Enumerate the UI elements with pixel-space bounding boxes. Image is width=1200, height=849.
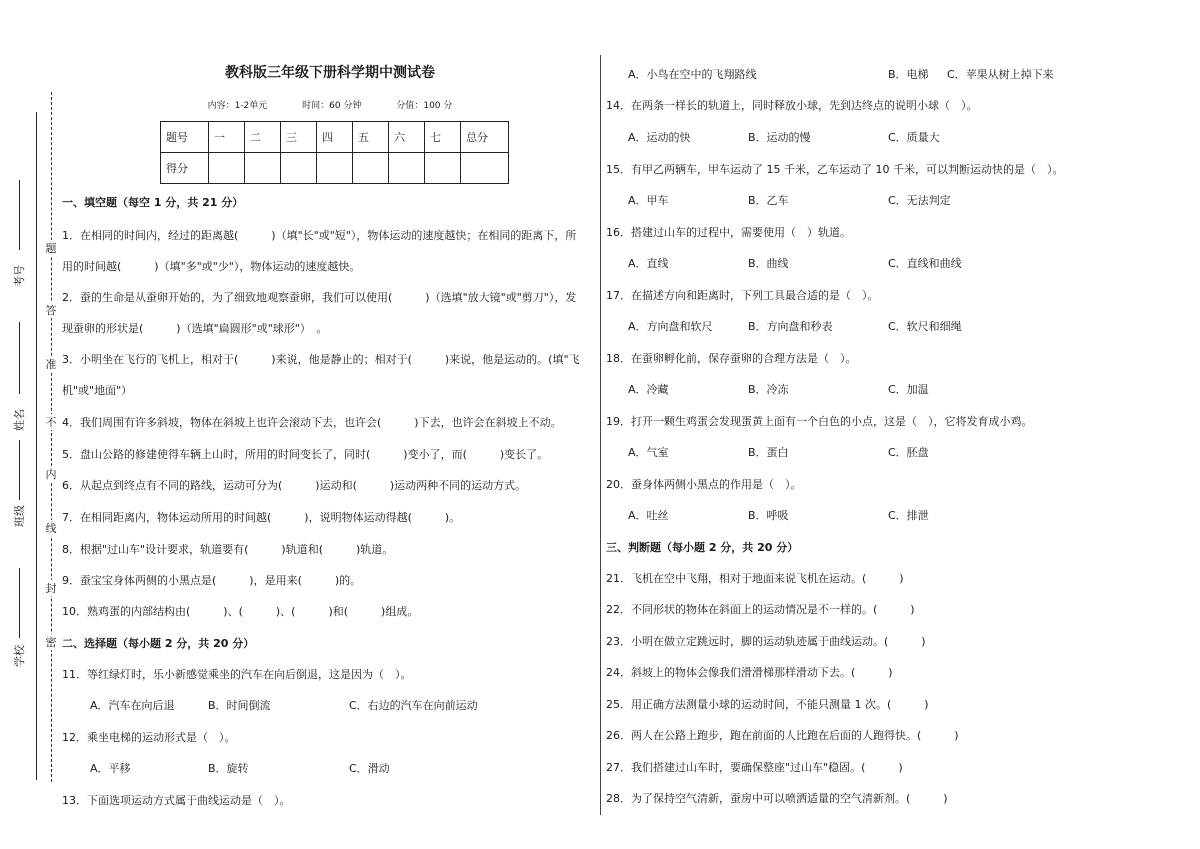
question-27: 27．我们搭建过山车时，要确保整座"过山车"稳固。( ) [606,761,903,774]
question-1-line-1: 1．在相同的时间内，经过的距离越( )（填"长"或"短"），物体运动的速度越快；在相同的距离下，所 [62,229,577,242]
question-19-option-b: B．蛋白 [748,446,789,459]
seal-char-zhun: 准 [45,358,57,371]
question-17-option-c: C．软尺和细绳 [888,320,962,333]
question-23: 23．小明在做立定跳远时，脚的运动轨迹属于曲线运动。( ) [606,635,926,648]
question-13: 13．下面选项运动方式属于曲线运动是（ ）。 [62,794,291,807]
seal-char-mi: 密 [45,636,57,649]
question-22: 22．不同形状的物体在斜面上的运动情况是不一样的。( ) [606,603,915,616]
exam-meta [62,98,598,111]
question-13-option-a: A．小鸟在空中的飞翔路线 [628,68,757,81]
question-11: 11．等红绿灯时，乐小新感觉乘坐的汽车在向后倒退，这是因为（ ）。 [62,668,412,681]
score-header-cell: 二 [245,122,281,153]
question-14: 14．在两条一样长的轨道上，同时释放小球，先到达终点的说明小球（ ）。 [606,99,978,112]
seal-char-feng: 封 [45,582,57,595]
score-input-cell[interactable] [353,153,389,184]
question-15-option-b: B．乙车 [748,194,789,207]
question-12-option-a: A．平移 [90,762,131,775]
question-26: 26．两人在公路上跑步，跑在前面的人比跑在后面的人跑得快。( ) [606,729,959,742]
question-19-option-a: A．气室 [628,446,669,459]
question-1-line-2: 用的时间越( )（填"多"或"少"），物体运动的速度越快。 [62,260,361,273]
question-20-option-b: B．呼吸 [748,509,789,522]
question-3-line-1: 3．小明坐在飞行的飞机上，相对于( )来说，他是静止的；相对于( )来说，他是运动的。(填"飞 [62,353,580,366]
score-header-cell: 三 [281,122,317,153]
question-6: 6．从起点到终点有不同的路线，运动可分为( )运动和( )运动两种不同的运动方式。 [62,479,527,492]
question-15-option-c: C．无法判定 [888,194,951,207]
question-25: 25．用正确方法测量小球的运动时间，不能只测量 1 次。( ) [606,698,929,711]
question-12-option-c: C．滑动 [349,762,390,775]
column-divider [600,55,601,815]
score-table [160,121,509,184]
class-field-line [19,440,20,500]
question-17-option-b: B．方向盘和秒表 [748,320,833,333]
question-2-line-1: 2．蚕的生命是从蚕卵开始的，为了细致地观察蚕卵，我们可以使用( )（选填"放大镜"或"剪刀"），发 [62,291,577,304]
section-choice-heading: 二、选择题（每小题 2 分，共 20 分） [62,637,255,650]
question-11-option-b: B．时间倒流 [208,699,271,712]
section-true-false-heading: 三、判断题（每小题 2 分，共 20 分） [606,541,799,554]
question-20-option-a: A．吐丝 [628,509,669,522]
score-input-cell[interactable] [461,153,509,184]
question-14-option-c: C．质量大 [888,131,940,144]
score-table-score-row [161,153,509,184]
meta-time: 时间：60 分钟 [302,101,362,111]
seal-char-bu: 不 [45,416,57,429]
question-8: 8．根据"过山车"设计要求，轨道要有( )轨道和( )轨道。 [62,543,394,556]
question-3-line-2: 机"或"地面"） [62,384,133,397]
binding-outer-line [36,112,37,780]
score-input-cell[interactable] [245,153,281,184]
name-label: 姓名 [13,409,26,431]
question-16-option-c: C．直线和曲线 [888,257,962,270]
score-header-cell: 七 [425,122,461,153]
score-input-cell[interactable] [209,153,245,184]
question-13-option-b: B．电梯 [888,68,929,81]
score-header-cell: 四 [317,122,353,153]
question-17-option-a: A．方向盘和软尺 [628,320,713,333]
school-field-line [19,568,20,638]
score-input-cell[interactable] [281,153,317,184]
seal-char-xian: 线 [45,522,57,535]
question-11-option-c: C．右边的汽车在向前运动 [349,699,478,712]
exam-no-label: 考号 [13,265,26,287]
question-14-option-b: B．运动的慢 [748,131,811,144]
question-7: 7．在相同距离内，物体运动所用的时间越( )，说明物体运动得越( )。 [62,511,461,524]
question-16-option-a: A．直线 [628,257,669,270]
question-18-option-c: C．加温 [888,383,929,396]
score-row-label: 得分 [161,153,209,184]
question-17: 17．在描述方向和距离时，下列工具最合适的是（ ）。 [606,289,879,302]
exam-title: 教科版三年级下册科学期中测试卷 [225,65,435,81]
section-fill-blank-heading: 一、填空题（每空 1 分，共 21 分） [62,196,244,209]
question-20: 20．蚕身体两侧小黑点的作用是（ ）。 [606,478,802,491]
exam-no-field-line [19,180,20,250]
score-header-cell: 六 [389,122,425,153]
name-field-line [19,322,20,394]
question-18-option-a: A．冷藏 [628,383,669,396]
question-18: 18．在蚕卵孵化前，保存蚕卵的合理方法是（ ）。 [606,352,857,365]
score-header-cell: 五 [353,122,389,153]
question-16: 16．搭建过山车的过程中，需要使用（ ）轨道。 [606,226,851,239]
score-input-cell[interactable] [389,153,425,184]
question-13-option-c: C．苹果从树上掉下来 [947,68,1054,81]
question-12-option-b: B．旋转 [208,762,249,775]
question-14-option-a: A．运动的快 [628,131,691,144]
question-20-option-c: C．排泄 [888,509,929,522]
score-header-cell: 总分 [461,122,509,153]
meta-content: 内容：1-2单元 [207,101,268,111]
school-label: 学校 [13,645,26,667]
question-2-line-2: 现蚕卵的形状是( )（选填"扁圆形"或"球形"） 。 [62,322,328,335]
question-4: 4．我们周围有许多斜坡，物体在斜坡上也许会滚动下去，也许会( )下去，也许会在斜坡上不动。 [62,416,562,429]
question-15-option-a: A．甲车 [628,194,669,207]
question-19: 19．打开一颗生鸡蛋会发现蛋黄上面有一个白色的小点，这是（ ），它将发育成小鸡。 [606,415,1033,428]
score-input-cell[interactable] [425,153,461,184]
seal-char-ti: 题 [45,242,57,255]
meta-score: 分值：100 分 [396,101,453,111]
class-label: 班级 [13,505,26,527]
question-10: 10．熟鸡蛋的内部结构由( )、( )、( )和( )组成。 [62,605,419,618]
score-input-cell[interactable] [317,153,353,184]
question-11-option-a: A．汽车在向后退 [90,699,175,712]
question-28: 28．为了保持空气清新，蚕房中可以喷洒适量的空气清新剂。( ) [606,792,948,805]
question-12: 12．乘坐电梯的运动形式是（ ）。 [62,731,236,744]
score-header-cell: 一 [209,122,245,153]
score-table-header-row [161,122,509,153]
question-15: 15．有甲乙两辆车，甲车运动了 15 千米，乙车运动了 10 千米，可以判断运动快的是（ ）。 [606,163,1064,176]
binding-dashed-line [51,92,52,782]
seal-char-da: 答 [45,304,57,317]
question-21: 21．飞机在空中飞翔，相对于地面来说飞机在运动。( ) [606,572,904,585]
question-19-option-c: C．胚盘 [888,446,929,459]
question-18-option-b: B．冷冻 [748,383,789,396]
seal-char-nei: 内 [45,468,57,481]
score-header-cell: 题号 [161,122,209,153]
question-9: 9．蚕宝宝身体两侧的小黑点是( )，是用来( )的。 [62,574,362,587]
question-5: 5．盘山公路的修建使得车辆上山时，所用的时间变长了，同时( )变小了，而( )变长了。 [62,448,549,461]
question-24: 24．斜坡上的物体会像我们滑滑梯那样滑动下去。( ) [606,666,893,679]
question-16-option-b: B．曲线 [748,257,789,270]
